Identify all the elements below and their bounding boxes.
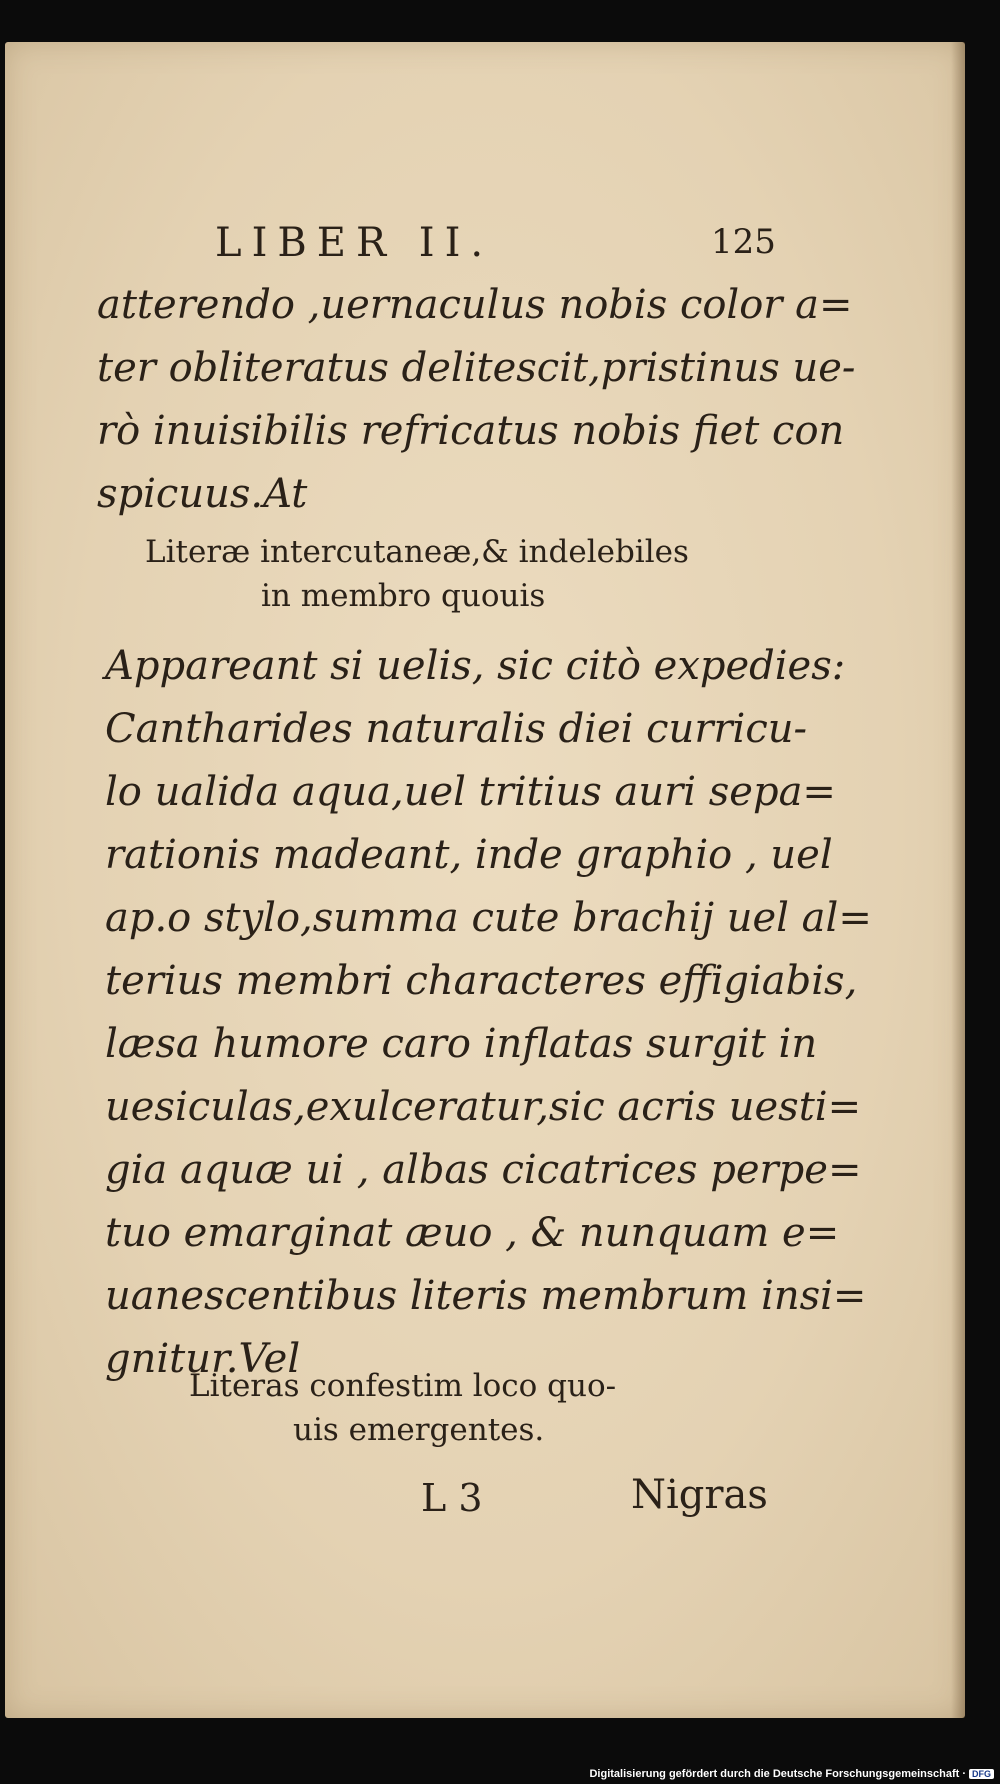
text-line: atterendo ,uernaculus nobis color a=	[97, 282, 853, 328]
book-page	[5, 42, 965, 1718]
text-line: Appareant si uelis, sic citò expedies:	[105, 643, 846, 689]
text-line: uanescentibus literis membrum insi=	[105, 1273, 867, 1319]
text-line: Cantharides naturalis diei curricu-	[105, 706, 808, 752]
section-heading-1	[145, 530, 689, 618]
text-line: ap.o stylo,summa cute brachij uel al=	[105, 895, 872, 941]
running-head: LIBER II.	[215, 220, 494, 266]
page-number: 125	[711, 222, 776, 262]
text-line: ter obliteratus delitescit,pristinus ue-	[97, 345, 856, 391]
heading-line: uis emergentes.	[293, 1412, 545, 1448]
text-line: rationis madeant, inde graphio , uel	[105, 832, 833, 878]
heading-line: Literas confestim loco quo-	[189, 1368, 617, 1404]
catchword: Nigras	[631, 1472, 768, 1518]
text-line: terius membri characteres effigiabis,	[105, 958, 858, 1004]
page-header	[5, 220, 965, 270]
text-block-2	[105, 635, 872, 1391]
text-block-1	[97, 274, 855, 526]
digitization-credit	[589, 1768, 994, 1780]
page-edge-shadow	[951, 42, 965, 1718]
heading-line: Literæ intercutaneæ,& indelebiles	[145, 534, 689, 570]
text-line: gnitur.Vel	[105, 1336, 301, 1382]
credit-text: Digitalisierung gefördert durch die Deutsche Forschungsgemeinschaft ·	[589, 1768, 966, 1780]
text-line: gia aquæ ui , albas cicatrices perpe=	[105, 1147, 862, 1193]
text-line: læsa humore caro inflatas surgit in	[105, 1021, 818, 1067]
text-line: spicuus.At	[97, 471, 308, 517]
dfg-logo: DFG	[969, 1769, 994, 1779]
section-heading-2	[189, 1364, 616, 1452]
heading-line: in membro quouis	[261, 578, 546, 614]
text-line: tuo emarginat æuo , & nunquam e=	[105, 1210, 840, 1256]
text-line: rò inuisibilis refricatus nobis fiet con	[97, 408, 845, 454]
text-line: lo ualida aqua,uel tritius auri sepa=	[105, 769, 836, 815]
text-line: uesiculas,exulceratur,sic acris uesti=	[105, 1084, 862, 1130]
signature-mark: L 3	[421, 1476, 483, 1520]
